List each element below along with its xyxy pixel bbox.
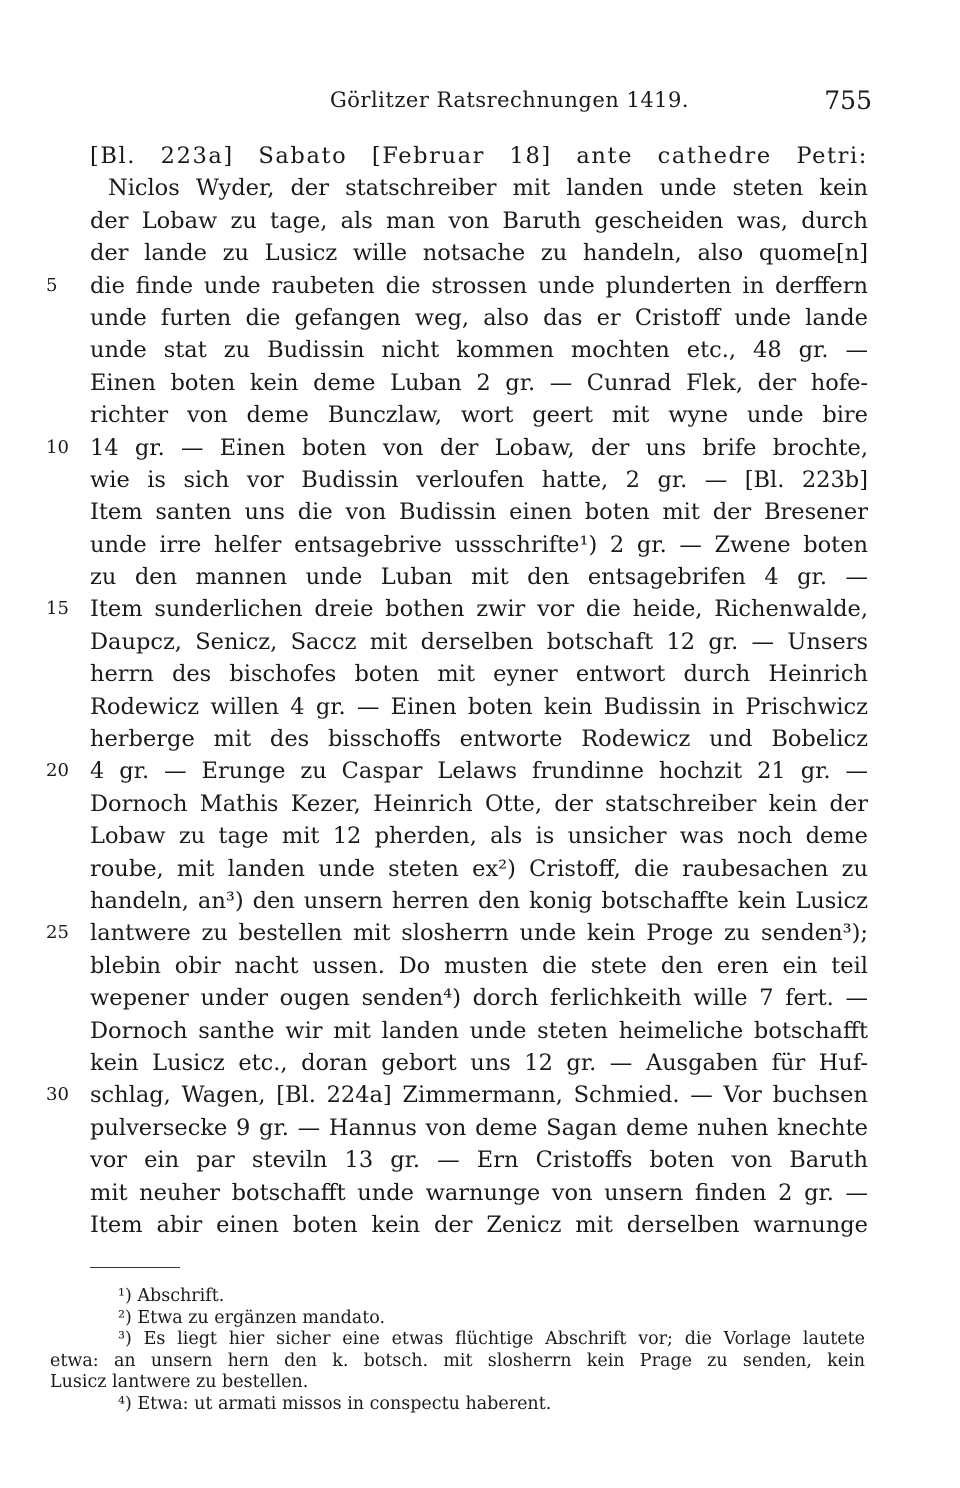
line-number: 30 [46, 1084, 69, 1106]
line-text: unde furten die gefangen weg, also das er Cristoff unde lande [90, 304, 868, 331]
line-text: wepener under ougen senden⁴) dorch ferlichkeith wille 7 fert. — [90, 985, 868, 1012]
line-text: 4 gr. — Erunge zu Caspar Lelaws frundinne hochzit 21 gr. — [90, 758, 868, 785]
text-line [90, 561, 868, 593]
footnote-text: ²) Etwa zu ergänzen mandato. [118, 1307, 386, 1328]
line-text: Item sunderlichen dreie bothen zwir vor die heide, Richenwalde, [90, 596, 868, 623]
footnote [50, 1329, 870, 1351]
line-text: der lande zu Lusicz wille notsache zu handeln, also quome[n] [90, 240, 868, 267]
line-text: Rodewicz willen 4 gr. — Einen boten kein Budissin in Prischwicz [90, 693, 868, 720]
line-text: Einen boten kein deme Luban 2 gr. — Cunrad Flek, der hofe- [90, 369, 868, 396]
text-line [90, 529, 868, 561]
line-text: wie is sich vor Budissin verloufen hatte, 2 gr. — [Bl. 223b] [90, 466, 868, 493]
text-line [46, 593, 868, 625]
line-text: Daupcz, Senicz, Saccz mit derselben botschaft 12 gr. — Unsers [90, 628, 868, 655]
footnote-text: etwa: an unsern hern den k. botsch. mit slosherrn kein Prage zu senden, kein [50, 1350, 865, 1371]
text-line [90, 140, 868, 172]
footnote [50, 1308, 870, 1330]
text-line [90, 885, 868, 917]
running-head [0, 88, 960, 118]
footnote-continuation [50, 1351, 870, 1373]
page-number: 755 [824, 86, 872, 115]
text-line [90, 691, 868, 723]
text-line [90, 205, 868, 237]
text-line [90, 1209, 868, 1241]
line-text: mit neuher botschafft unde warnunge von unsern finden 2 gr. — [90, 1179, 868, 1206]
main-text [46, 140, 868, 1241]
text-line [90, 172, 868, 204]
line-text: unde irre helfer entsagebrive ussschrifte¹) 2 gr. — Zwene boten [90, 531, 868, 558]
text-line [46, 917, 868, 949]
text-line [90, 464, 868, 496]
line-text: schlag, Wagen, [Bl. 224a] Zimmermann, Schmied. — Vor buchsen [90, 1082, 868, 1109]
line-text: unde stat zu Budissin nicht kommen mochten etc., 48 gr. — [90, 337, 868, 364]
line-text: handeln, an³) den unsern herren den konig botschaffte kein Lusicz [90, 887, 868, 914]
text-line [90, 1177, 868, 1209]
footnote-text: ⁴) Etwa: ut armati missos in conspectu haberent. [118, 1393, 552, 1414]
text-line [90, 1112, 868, 1144]
line-text: der Lobaw zu tage, als man von Baruth gescheiden was, durch [90, 207, 868, 234]
footnote-divider [90, 1267, 180, 1268]
line-number: 25 [46, 922, 69, 944]
line-text: zu den mannen unde Luban mit den entsagebrifen 4 gr. — [90, 564, 868, 591]
running-title: Görlitzer Ratsrechnungen 1419. [330, 88, 690, 112]
text-line [90, 853, 868, 885]
line-number: 5 [46, 274, 58, 296]
line-text: herrn des bischofes boten mit eyner entwort durch Heinrich [90, 661, 868, 688]
footnote-text: ³) Es liegt hier sicher eine etwas flüchtige Abschrift vor; die Vorlage lautete [118, 1329, 865, 1349]
footnote [50, 1394, 870, 1416]
text-line [90, 788, 868, 820]
text-line [46, 270, 868, 302]
text-line [90, 982, 868, 1014]
text-line [90, 1144, 868, 1176]
text-line [90, 1015, 868, 1047]
text-line [90, 723, 868, 755]
line-text: Item santen uns die von Budissin einen boten mit der Bresener [90, 499, 868, 526]
text-line [90, 399, 868, 431]
footnote-continuation [50, 1372, 870, 1394]
line-number: 20 [46, 760, 69, 782]
line-text: Dornoch santhe wir mit landen unde steten heimeliche botschafft [90, 1017, 868, 1044]
line-text: roube, mit landen unde steten ex²) Cristoff, die raubesachen zu [90, 855, 868, 882]
line-text: richter von deme Bunczlaw, wort geert mit wyne unde bire [90, 402, 868, 429]
line-text: blebin obir nacht ussen. Do musten die stete den eren ein teil [90, 952, 868, 979]
line-text: pulversecke 9 gr. — Hannus von deme Sagan deme nuhen knechte [90, 1114, 868, 1141]
text-line [90, 658, 868, 690]
text-line [90, 950, 868, 982]
text-line [90, 820, 868, 852]
footnote-text: Lusicz lantwere zu bestellen. [50, 1372, 309, 1392]
line-text: Niclos Wyder, der statschreiber mit landen unde steten kein [108, 175, 868, 202]
line-text: Lobaw zu tage mit 12 pherden, als is unsicher was noch deme [90, 823, 868, 850]
text-line [90, 496, 868, 528]
text-line [90, 367, 868, 399]
line-text: lantwere zu bestellen mit slosherrn unde kein Proge zu senden³); [90, 920, 868, 947]
footnote-text: ¹) Abschrift. [118, 1286, 225, 1306]
footnotes [50, 1286, 870, 1415]
line-text: Item abir einen boten kein der Zenicz mit derselben warnunge [90, 1211, 868, 1238]
text-line [46, 432, 868, 464]
text-line [90, 1047, 868, 1079]
line-text: vor ein par steviln 13 gr. — Ern Cristoffs boten von Baruth [90, 1147, 868, 1174]
line-text: herberge mit des bisschoffs entworte Rodewicz und Bobelicz [90, 726, 868, 753]
line-text: Dornoch Mathis Kezer, Heinrich Otte, der statschreiber kein der [90, 790, 868, 817]
line-text: [Bl. 223a] Sabato [Februar 18] ante cathedre Petri: [90, 143, 868, 169]
line-text: 14 gr. — Einen boten von der Lobaw, der uns brife brochte, [90, 434, 868, 461]
line-number: 15 [46, 598, 69, 620]
text-line [90, 626, 868, 658]
line-text: kein Lusicz etc., doran gebort uns 12 gr. — Ausgaben für Huf- [90, 1049, 868, 1076]
line-number: 10 [46, 436, 69, 458]
text-line [90, 334, 868, 366]
text-line [90, 237, 868, 269]
text-line [46, 1079, 868, 1111]
line-text: die finde unde raubeten die strossen unde plunderten in derffern [90, 272, 868, 299]
text-line [46, 755, 868, 787]
text-line [90, 302, 868, 334]
footnote [50, 1286, 870, 1308]
